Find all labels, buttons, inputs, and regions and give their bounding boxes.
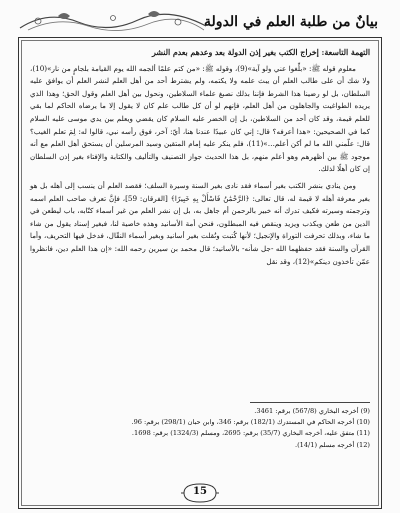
header-title: بيانٌ من طلبة العلم في الدولة [204,14,378,30]
page-header [18,6,382,36]
header-ornament-icon [18,8,208,34]
section-title: التهمة التاسعة: إخراج الكتب بغير إذن الدولة بعد وعدهم بعدم النشر [151,48,370,57]
footnote-10: (10) أخرجه الحاكم في المستدرك (182/1) برقم: 346، وابن حبان (298/1) برقم: 96. [131,418,370,427]
footnote-9: (9) أخرجه البخاري (567/8) برقم: 3461. [254,407,370,415]
footnotes [30,406,370,451]
paragraph-1: معلوم قوله ﷺ: «بلِّغوا عني ولو آية»(9)، وقوله ﷺ: «من كتم علمًا ألجمه الله يوم القيامة بلجامٍ من نار»(10)، ولا شك أن على طالب العلم أن يبث علمه ولا يكتمه، ولم يشترط أحد من أهل العلم لنشر العلم أن يوافق عليه السلطان، بل لو رضينا هذا الشرط فإننا بذلك نصبغ علماء السلاطين، ونحول بين أهل العلم وقول الحق؛ وهذا الذي يريده الطواغيت والجاهلون من أهل العلم، فإنهم لو أن كل طالب علم كان لا يقول إلا ما يرضاه الحاكم لما بقي للعلم قيمة، وقد كان أحد من السلاطين، بل إن الخضر عليه السلام كان يقضي ويعلم بين يدي موسى عليه السلام كما في الصحيحين: «هذا أعرفه؟ قال: إني كان عبيدًا عندنا هنا، أيّ: آخر، فوق رأسه نبي، قالوا له: لِمَ تعلم الغيب؟ قال: علّمني الله ما لم أكن أعلم…»(11)، فلم ينكر عليه إمام المتقين وسيد المرسلين أن يستحق أهل العلم مع أنه موجود ﷺ بين أظهرهم وهو أعلم منهم، بل هذا الحديث جواز التصنيف والتأليف والكتابة والإفتاء بغير إذن السلطان إن كان أهلًا لذلك. [30,63,371,174]
footnote-11: (11) متفق عليه، أخرجه البخاري (35/7) برقم: 2695، ومسلم (1324/3) برقم: 1698. [131,429,370,438]
footnote-12: (12) أخرجه مسلم (14/1). [294,440,370,449]
page-number: 15 [193,486,207,497]
paragraph-2: ومن ينادي بنشر الكتب بغير أسماء فقد نادى بغير السنة وسيرة السلف؛ فقصد العلم أن ينسب إلى أهله بل هو بغير معرفة أهله لا قيمة له، قال تعالى: ﴿الرَّحْمَٰنُ فَاسْأَلْ بِهِ خَبِيرًا﴾ [الفرقان: 59]، فإنَّ تعرف صاحب العلم اسمه وترجمته وسيرته فكيف تدرك أنه خبير بالرحمن أم جاهل به، بل إن نشر العلم من غير أسماء كتّابه، باب ليطعن في الدين من طعن ويكذب ويزيد وينقص فيه المبطلون، فنحن أمة الأسانيد وهذه خاصية لنا، فبغير إسناد يقول من شاء ما شاء، وبذلك تحرفت التوراة والإنجيل؛ لأنها كُتبت ونُقلت بغير أسانيد وبغير أسماء النقّال، فدخل فيها التحريف، وأما القرآن والسنة فقد حفظهما الله -جل شأنه- بالأسانيد؛ قال محمد بن سيرين رحمه الله: «إن هذا العلم دين، فانظروا عمّن تأخذون دينكم»(12)، وقد نقل [30,180,370,266]
body-text [30,47,370,272]
footnote-separator [250,402,370,403]
